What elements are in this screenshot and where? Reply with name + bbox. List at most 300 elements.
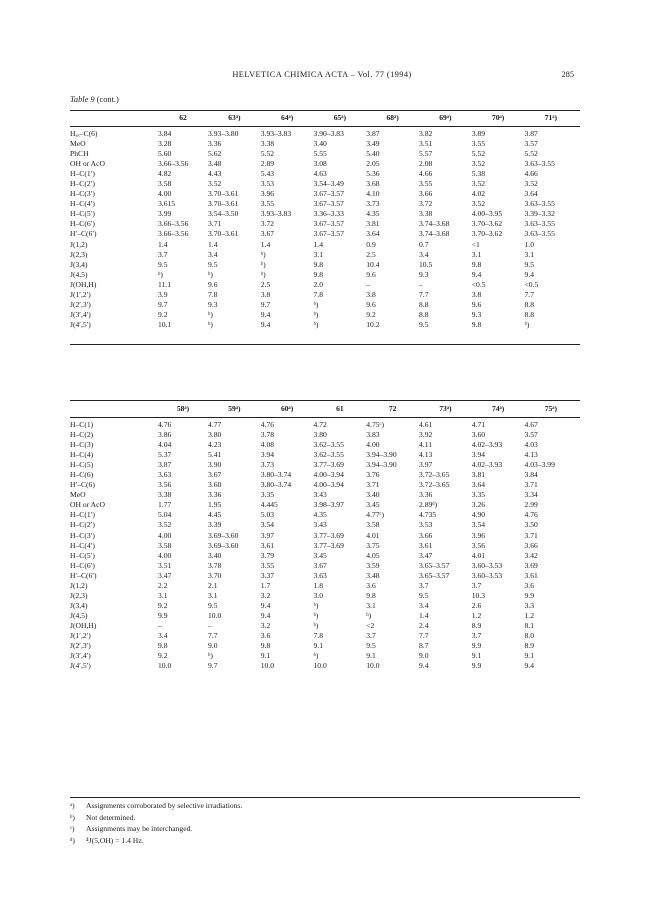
table-cell: 3.4 [419, 600, 429, 610]
table-cell: 4.66 [524, 169, 538, 179]
table-cell: 5.03 [260, 510, 275, 520]
table-cell: 9.3 [208, 299, 218, 309]
row-label: J(3′,4′) [70, 309, 91, 319]
table-row [70, 420, 580, 430]
table-cell: 3.93–3.83 [260, 209, 292, 219]
table-row [70, 490, 580, 500]
table-cell: 3.81 [366, 219, 380, 229]
table-cell: 3.66–3.56 [158, 219, 189, 229]
table-cell: 3.54 [471, 520, 486, 530]
table-cell: 3.53 [419, 520, 433, 530]
table-cell: 3.48 [366, 570, 380, 580]
table-cell: 4.01 [471, 550, 486, 560]
column-header: 75ᵃ) [544, 404, 558, 413]
row-label: H–C(2) [70, 430, 94, 440]
table-cell: 3.50 [524, 520, 538, 530]
table-cell: 5.43 [260, 169, 275, 179]
table-row [70, 470, 580, 480]
table-cell: 3.67 [313, 560, 327, 570]
row-label: H′–C(6) [70, 480, 95, 490]
table-cell: 5.57 [419, 149, 433, 159]
table-cell: ᵇ) [313, 299, 319, 309]
table-cell: 10.4 [366, 259, 380, 269]
table-header-row [70, 111, 580, 125]
table-cell: 2.99 [524, 500, 538, 510]
table-cell: 8.1 [524, 620, 534, 630]
table-cell: 3.74–3.68 [419, 219, 450, 229]
table-cell: 3.0 [313, 590, 323, 600]
row-label: J(2,3) [70, 249, 88, 259]
table-cell: 3.52 [524, 179, 538, 189]
table-cell: 4.02 [471, 189, 486, 199]
table-cell: 3.7 [366, 630, 376, 640]
table-cell: 3.60 [208, 480, 222, 490]
table-cell: 4.10 [366, 189, 380, 199]
table-cell: ᵇ) [524, 319, 530, 329]
table-cell: 9.9 [471, 661, 482, 671]
table-cell: ᵇ) [208, 269, 213, 279]
table-cell: 9.4 [260, 319, 271, 329]
table-cell: 3.78 [208, 560, 222, 570]
table-cell: 4.00 [158, 189, 172, 199]
table-cell: 3.82 [419, 129, 433, 138]
table-cell: 3.1 [313, 249, 323, 259]
table-cell: 3.60–3.53 [471, 570, 503, 580]
row-label: OH or AcO [70, 500, 106, 510]
table-cell: 9.3 [419, 269, 429, 279]
row-label: H–C(4′) [70, 540, 95, 550]
table-cell: 5.38 [471, 169, 486, 179]
table-cell: ᵇ) [260, 249, 266, 259]
table-cell: 7.7 [419, 289, 429, 299]
column-header: 74ᵃ) [491, 404, 505, 413]
table-cell: 3.54–3.50 [208, 209, 239, 219]
table-row [70, 450, 580, 460]
column-header: 58ᵃ) [176, 404, 190, 413]
table-cell: 3.47 [158, 570, 172, 580]
table-row [70, 601, 580, 611]
table-cell: 4.00–3.94 [313, 470, 344, 480]
table-cell: 3.45 [366, 500, 380, 510]
table-cell: 9.4 [419, 661, 429, 671]
table-cell: 9.8 [260, 641, 271, 651]
table-cell: 3.7 [419, 580, 429, 590]
table-cell: 3.66 [419, 530, 433, 540]
table-cell: – [366, 279, 371, 289]
table-cell: 3.66–3.56 [158, 229, 189, 239]
table-cell: 3.87 [366, 129, 380, 138]
table-cell: 4.82 [158, 169, 172, 179]
table-cell: ᵇ) [313, 651, 319, 661]
table-cell: 4.77 [208, 420, 222, 429]
table-cell: 9.6 [366, 299, 376, 309]
row-label: H–C(6) [70, 470, 94, 480]
table-cell: ᵇ) [313, 309, 319, 319]
table-cell: 3.70–3.61 [208, 189, 239, 199]
row-label: MeO [70, 139, 86, 149]
table-cell: 9.0 [208, 641, 218, 651]
table-cell: 3.70–3.61 [208, 229, 239, 239]
table-cell: 3.47 [419, 550, 433, 560]
row-label: H–C(1′) [70, 510, 95, 520]
table-cell: 1.95 [208, 500, 222, 510]
column-header: 64ᵃ) [280, 113, 294, 122]
table-cell: 4.35 [313, 510, 327, 520]
table-cell: 4.76 [158, 420, 172, 429]
table-cell: 3.52 [471, 199, 486, 209]
table-cell: 8.9 [471, 620, 482, 630]
table-cell: 3.69–3.60 [208, 540, 239, 550]
table-cell: 3.52 [208, 179, 222, 189]
nmr-table-1 [70, 111, 580, 330]
table-cell: 3.77–3.69 [313, 540, 344, 550]
table-cell: 2.2 [158, 580, 168, 590]
table-row [70, 641, 580, 651]
table-cell: 1.4 [313, 239, 323, 249]
table-cell: 9.4 [260, 600, 271, 610]
table-cell: 3.69 [524, 560, 538, 570]
table-cell: 3.80–3.74 [260, 480, 292, 490]
table-cell: 5.36 [366, 169, 380, 179]
table-cell: 9.4 [471, 269, 482, 279]
table-cell: 3.67–3.57 [313, 229, 344, 239]
row-label: MeO [70, 490, 86, 500]
table-cell: 3.89 [471, 129, 486, 138]
table-cell: 5.37 [158, 450, 172, 460]
table-cell: 3.80 [313, 430, 327, 440]
table-cell: ᵇ) [208, 651, 213, 661]
table-row [70, 510, 580, 520]
table-cell: 3.67 [208, 470, 222, 480]
table-cell: 4.08 [260, 440, 275, 450]
table-row [70, 149, 580, 159]
row-label: J(2′,3′) [70, 641, 91, 651]
table-cell: 3.67–3.57 [313, 189, 344, 199]
table-cell: 9.8 [471, 259, 482, 269]
table-cell: 4.45 [208, 510, 222, 520]
table-row [70, 531, 580, 541]
table-cell: 3.68 [366, 179, 380, 189]
table-cell: 3.56 [158, 480, 172, 490]
table-cell: 4.66 [419, 169, 433, 179]
table-cell: 3.35 [471, 490, 486, 500]
table-cell: 7.7 [208, 630, 218, 640]
table-row [70, 209, 580, 219]
table-cell: 2.6 [471, 600, 482, 610]
table-cell: 3.67–3.57 [313, 199, 344, 209]
table-cell: 4.63 [313, 169, 327, 179]
table-cell: 4.77ᶜ) [366, 510, 385, 520]
table-cell: 3.71 [524, 530, 538, 540]
table-cell: 3.37 [260, 570, 275, 580]
table-cell: 9.9 [471, 641, 482, 651]
table-cell: 9.8 [471, 319, 482, 329]
table-row [70, 500, 580, 510]
table-cell: 3.90 [208, 460, 222, 470]
table-cell: 9.3 [471, 309, 482, 319]
table-cell: 3.08 [313, 159, 327, 169]
table-cell: 3.42 [524, 550, 538, 560]
table-cell: 5.41 [208, 450, 222, 460]
table-cell: 4.04 [158, 440, 172, 450]
row-label: H–C(6′) [70, 219, 95, 229]
table-cell: 9.4 [524, 269, 534, 279]
footnotes [70, 800, 242, 846]
column-header: 60ᵃ) [280, 404, 294, 413]
column-header: 73ᵃ) [439, 404, 452, 413]
table-cell: 3.87 [524, 129, 538, 138]
table-row [70, 129, 580, 139]
table-cell: 3.1 [524, 249, 534, 259]
table-cell: 4.13 [419, 450, 433, 460]
table-cell: 3.63–3.55 [524, 219, 555, 229]
table-cell: 9.0 [419, 651, 429, 661]
row-label: J(3,4) [70, 600, 88, 610]
table-cell: 3.36–3.33 [313, 209, 344, 219]
table-cell: 7.8 [313, 289, 323, 299]
footnote-mark: ᵇ) [70, 812, 75, 822]
table-cell: 3.84 [158, 129, 172, 138]
table-cell: 2.89ᵈ) [419, 500, 438, 510]
table-cell: 4.05 [366, 550, 380, 560]
footnote-mark: ᵈ) [70, 835, 75, 845]
table-row [70, 159, 580, 169]
header-blank-cell [70, 402, 158, 416]
table-cell: 10.0 [313, 661, 327, 671]
table-cell: 9.8 [313, 259, 323, 269]
table-cell: 3.54 [260, 520, 275, 530]
table-cell: 7.7 [419, 630, 429, 640]
table-cell: 10.0 [158, 661, 172, 671]
table-cell: 3.77–3.69 [313, 530, 344, 540]
table-cell: 8.8 [419, 299, 429, 309]
table-row [70, 591, 580, 601]
row-label: J(4′,5′) [70, 319, 91, 329]
table-cell: 3.53 [260, 179, 275, 189]
table-row [70, 520, 580, 530]
table-cell: 4.03–3.99 [524, 460, 555, 470]
table-cell: 2.0 [313, 279, 323, 289]
table-cell: 3.84 [524, 470, 538, 480]
table-cell: 3.36 [419, 490, 433, 500]
table-cell: 1.2 [471, 610, 482, 620]
table-cell: 3.62–3.55 [313, 450, 344, 460]
table-cell: 9.1 [366, 651, 376, 661]
column-header: 63ᵃ) [228, 113, 241, 122]
table-cell: 3.67 [260, 229, 275, 239]
table-row [70, 250, 580, 260]
footnote-mark: ᶜ) [70, 824, 75, 833]
table-cell: ᵇ) [260, 269, 266, 279]
table-cell: 3.73 [366, 199, 380, 209]
table-cell: 3.39 [208, 520, 222, 530]
table-cell: 3.4 [158, 630, 168, 640]
table-row [70, 310, 580, 320]
table-cell: 9.4 [260, 309, 271, 319]
row-label: H–C(3′) [70, 530, 95, 540]
row-label: J(2′,3′) [70, 299, 91, 309]
table-cell: 3.51 [158, 560, 172, 570]
table-cell: 1.4 [158, 239, 168, 249]
table-cell: 9.7 [208, 661, 218, 671]
table-cell: 4.00–3.95 [471, 209, 503, 219]
table-cell: 3.4 [419, 249, 429, 259]
row-label: H–C(3′) [70, 189, 95, 199]
table-cell: 4.76 [260, 420, 275, 429]
table-cell: 3.1 [366, 600, 376, 610]
table-cell: 1.4 [419, 610, 429, 620]
table-cell: 10.1 [158, 319, 172, 329]
table-cell: 5.52 [524, 149, 538, 159]
table-cell: 3.9 [158, 289, 168, 299]
table-cell: 3.40 [208, 550, 222, 560]
table-cell: 3.73 [260, 460, 275, 470]
row-label: J(1,2) [70, 239, 88, 249]
footnote-mark: ᵃ) [70, 801, 75, 810]
table-cell: 3.57 [524, 139, 538, 149]
table-cell: 4.02–3.93 [471, 460, 503, 470]
row-label: H–C(6′) [70, 560, 95, 570]
table-cell: 3.80–3.74 [260, 470, 292, 480]
table-cell: 3.66–3.56 [158, 159, 189, 169]
table-cell: 9.8 [313, 269, 323, 279]
table-cell: 3.80 [208, 430, 222, 440]
table-cell: 9.4 [260, 610, 271, 620]
table-cell: 7.8 [313, 630, 323, 640]
footnote-text: Assignments corroborated by selective irradiations. [86, 801, 243, 810]
table-cell: ᵇ) [260, 259, 266, 269]
table-cell: 3.34 [524, 490, 538, 500]
table-cell: 3.38 [260, 139, 275, 149]
table-cell: 3.40 [366, 490, 380, 500]
table-cell: 10.0 [260, 661, 275, 671]
table-cell: <0.5 [524, 279, 539, 289]
table-cell: 5.62 [208, 149, 222, 159]
table-cell: 4.00 [158, 530, 172, 540]
table-cell: 5.60 [158, 149, 172, 159]
table-cell: 4.00–3.94 [313, 480, 344, 490]
table-cell: 3.52 [471, 159, 486, 169]
table-cell: 3.52 [158, 520, 172, 530]
table-cell: 3.77–3.69 [313, 460, 344, 470]
table-cell: 3.97 [419, 460, 433, 470]
table-cell: 3.64 [366, 229, 380, 239]
table-cell: 11.1 [158, 279, 172, 289]
table-cell: 5.52 [471, 149, 486, 159]
table-row [70, 260, 580, 270]
table-cell: 4.03 [524, 440, 538, 450]
table-cell: 3.8 [471, 289, 482, 299]
table-cell: 4.445 [260, 500, 278, 510]
table-cell: 3.62–3.55 [313, 440, 344, 450]
row-label: J(4′,5′) [70, 661, 91, 671]
table-cell: 9.6 [208, 279, 218, 289]
footnote-text: Assignments may be interchanged. [86, 824, 193, 833]
table-header-row [70, 402, 580, 416]
table-row [70, 541, 580, 551]
table-cell: 3.6 [524, 580, 534, 590]
table-row [70, 139, 580, 149]
row-label: J(4,5) [70, 269, 88, 279]
table-cell: 1.8 [313, 580, 323, 590]
table-cell: 4.76 [524, 510, 538, 520]
table-cell: 4.43 [208, 169, 222, 179]
table-cell: 3.56 [471, 540, 486, 550]
row-label: H–C(1) [70, 420, 94, 429]
table-cell: 3.1 [158, 590, 168, 600]
table-cell: 3.67–3.57 [313, 219, 344, 229]
table-cell: 3.87 [158, 460, 172, 470]
table-cell: 3.1 [208, 590, 218, 600]
column-header: 70ᵃ) [491, 113, 505, 122]
table-cell: 3.43 [313, 520, 327, 530]
table-row [70, 571, 580, 581]
table-cell: 9.1 [313, 641, 323, 651]
footnote [70, 812, 242, 824]
table-cell: 1.0 [524, 239, 534, 249]
table-cell: 3.39–3.32 [524, 209, 555, 219]
table-cell: 3.65–3.57 [419, 560, 450, 570]
table-cell: 4.00 [366, 440, 380, 450]
row-label: H′–C(6′) [70, 570, 97, 580]
table-cell: 8.7 [419, 641, 429, 651]
row-label: J(1,2) [70, 580, 88, 590]
table-cell: 4.23 [208, 440, 222, 450]
table-cell: 3.64 [471, 480, 486, 490]
table-cell: 3.52 [471, 179, 486, 189]
row-label: OH or AcO [70, 159, 106, 169]
footnote [70, 800, 242, 812]
table-row [70, 320, 580, 330]
table-cell: ᵇ) [208, 309, 213, 319]
row-label: J(3,4) [70, 259, 88, 269]
table-cell: ᵇ) [313, 610, 319, 620]
table-cell: 3.64 [524, 189, 538, 199]
table-cell: 3.61 [260, 540, 275, 550]
table-row [70, 631, 580, 641]
column-header: 62 [179, 113, 187, 122]
table-cell: 3.93–3.80 [208, 129, 239, 138]
journal-title: HELVETICA CHIMICA ACTA – Vol. 77 (1994) [232, 70, 412, 79]
table-cell: 3.93–3.83 [260, 129, 292, 138]
table-cell: 5.52 [260, 149, 275, 159]
table-cell: 9.1 [524, 651, 534, 661]
table-cell: 5.40 [366, 149, 380, 159]
table-cell: 3.74–3.68 [419, 229, 450, 239]
table-cell: 9.5 [419, 590, 429, 600]
row-label: H–C(4′) [70, 199, 95, 209]
table-cell: 3.97 [260, 530, 275, 540]
table-row [70, 189, 580, 199]
table-cell: 4.01 [366, 530, 380, 540]
table-cell: 3.49 [366, 139, 380, 149]
table-cell: 9.8 [366, 590, 376, 600]
table-cell: – [208, 620, 212, 630]
column-header: 71ᵃ) [544, 113, 558, 122]
table-cell: 9.1 [471, 651, 482, 661]
table-cell: 3.615 [158, 199, 176, 209]
table-cell: 5.55 [313, 149, 327, 159]
table-row [70, 551, 580, 561]
table-cell: 1.4 [208, 239, 218, 249]
table-cell: 3.2 [260, 590, 271, 600]
row-label: J(2,3) [70, 590, 88, 600]
footnote [70, 823, 242, 835]
table-cell: – [158, 620, 162, 630]
table-row [70, 581, 580, 591]
column-header: 61 [336, 404, 344, 413]
table-cell: 4.735 [419, 510, 437, 520]
